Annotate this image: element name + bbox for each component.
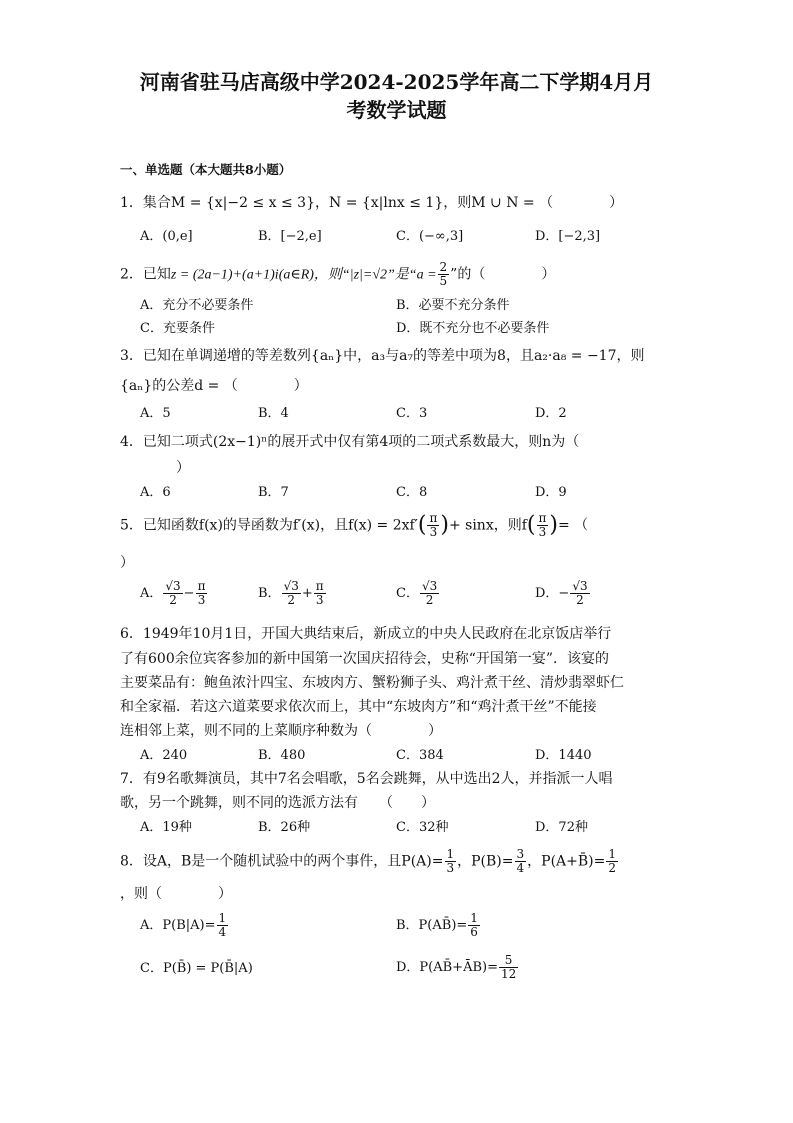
q8-b-num: 1 <box>470 911 478 925</box>
question-5-line2: ） <box>120 555 134 571</box>
q5-three-a: 3 <box>429 525 438 539</box>
q2-frac-num: 2 <box>439 260 448 274</box>
q8-d-num: 5 <box>499 954 518 968</box>
page-title-line1: 河南省驻马店高级中学2024-2025学年高二下学期4月月 <box>139 70 654 94</box>
q5-c-label: C． <box>396 586 419 601</box>
question-6-line5: 连相邻上菜，则不同的上菜顺序种数为（ ） <box>120 723 442 739</box>
q3-option-b: B．4 <box>258 406 289 421</box>
q5-a-den: 2 <box>169 593 177 607</box>
q2-stem-post: ”的（ ） <box>450 266 556 283</box>
q5-part-1: 5．已知函数f(x)的导函数为f′(x)，且f(x) = 2xf′ <box>120 517 418 534</box>
q5-a-three: 3 <box>197 593 206 607</box>
q8-a-frac <box>217 912 229 939</box>
q5-b-den: 2 <box>287 593 296 607</box>
q3-option-c: C．3 <box>396 406 428 421</box>
q5-paren-open-2: ( <box>526 512 536 538</box>
q5-a-label: A． <box>140 586 163 601</box>
q2-frac-den: 5 <box>439 274 448 288</box>
q5-option-c <box>396 580 440 607</box>
q7-option-c: C．32种 <box>396 820 449 835</box>
q8-b-frac <box>468 912 480 939</box>
q5-b-label: B． <box>258 586 281 601</box>
q1-option-c: C．(−∞,3] <box>396 229 464 244</box>
q5-d-frac <box>570 580 589 607</box>
q8-option-d <box>396 954 519 981</box>
q8-f2-den: 4 <box>516 861 525 875</box>
q5-pi-b: π <box>538 511 547 525</box>
q5-part-2: + sinx，则f <box>448 517 527 534</box>
question-4-line1: 4．已知二项式(2x−1)ⁿ的展开式中仅有第4项的二项式系数最大，则n为（ <box>120 434 580 450</box>
question-8-stem <box>120 848 619 875</box>
q8-frac-2 <box>515 848 527 875</box>
q5-part-3: = （ <box>557 517 589 534</box>
q7-option-b: B．26种 <box>258 820 311 835</box>
q8-option-c: C．P(B̄) = P(B̄|A) <box>140 961 253 976</box>
q6-option-c: C．384 <box>396 748 444 763</box>
q4-option-c: C．8 <box>396 485 428 500</box>
section-heading: 一、单选题（本大题共8小题） <box>120 162 292 177</box>
q8-a-den: 4 <box>218 925 227 939</box>
question-1-stem: 1．集合M = {x|−2 ≤ x ≤ 3}，N = {x|lnx ≤ 1}，则M ∪ N = （ ） <box>120 195 624 211</box>
q5-d-den: 2 <box>576 593 584 607</box>
q5-option-b <box>258 580 327 607</box>
question-8-line2: ，则（ ） <box>120 886 232 902</box>
q5-b-num: √3 <box>283 579 299 593</box>
q5-a-num: √3 <box>165 579 181 593</box>
q8-d-frac <box>499 954 518 981</box>
q5-a-frac1 <box>163 580 182 607</box>
q8-frac-3 <box>606 848 618 875</box>
q5-pi-over-3-a <box>427 512 439 539</box>
q2-stem-mid: z = (2a−1)+(a+1)i(a∈R)，则“|z|=√2”是“a = <box>170 267 437 283</box>
q4-option-d: D．9 <box>535 485 567 500</box>
q8-b-den: 6 <box>470 925 478 939</box>
question-3-line2: {aₙ}的公差d = （ ） <box>120 378 308 394</box>
question-4-line2: ） <box>176 460 190 476</box>
q8-option-a <box>140 912 229 939</box>
q5-d-num: √3 <box>572 579 588 593</box>
q8-f3-num: 1 <box>608 847 616 861</box>
q5-b-op: + <box>301 586 313 601</box>
page-title-line2: 考数学试题 <box>346 98 447 122</box>
question-6-line4: 和全家福．若这六道菜要求依次而上，其中“东坡肉方”和“鸡汁煮干丝”不能接 <box>120 699 597 715</box>
q1-option-d: D．[−2,3] <box>535 229 601 244</box>
q8-f1-den: 3 <box>446 861 455 875</box>
q5-paren-open-1: ( <box>417 512 427 538</box>
q8-a-label: A．P(B|A)= <box>140 918 216 933</box>
question-3-line1: 3．已知在单调递增的等差数列{aₙ}中，a₃与a₇的等差中项为8，且a₂·a₈ = −17，则 <box>120 348 645 364</box>
q8-f3-den: 2 <box>608 861 616 875</box>
q8-f2-num: 3 <box>516 847 525 861</box>
q8-f1-num: 1 <box>446 847 455 861</box>
q1-option-a: A．(0,e] <box>140 229 193 244</box>
q5-a-frac2 <box>196 580 208 607</box>
q7-option-a: A．19种 <box>140 820 192 835</box>
question-6-line3: 主要菜品有：鲍鱼浓汁四宝、东坡肉方、蟹粉狮子头、鸡汁煮干丝、清炒翡翠虾仁 <box>120 675 624 691</box>
q6-option-b: B．480 <box>258 748 306 763</box>
q8-b-label: B．P(AB̄)= <box>396 918 468 933</box>
q6-option-a: A．240 <box>140 748 188 763</box>
q5-c-frac <box>420 580 439 607</box>
q1-option-b: B．[−2,e] <box>258 229 322 244</box>
question-2-stem <box>120 261 555 288</box>
q5-paren-close-1: ) <box>440 512 449 538</box>
question-6-line1: 6．1949年10月1日，开国大典结束后，新成立的中央人民政府在北京饭店举行 <box>120 626 612 642</box>
q5-three-b: 3 <box>538 525 547 539</box>
q4-option-a: A．6 <box>140 485 171 500</box>
q2-option-a: A．充分不必要条件 <box>140 298 254 313</box>
q8-d-label: D．P(AB̄+ĀB)= <box>396 960 498 975</box>
q4-option-b: B．7 <box>258 485 289 500</box>
question-7-line1: 7．有9名歌舞演员，其中7名会唱歌，5名会跳舞，从中选出2人，并指派一人唱 <box>120 771 613 787</box>
q5-pi-a: π <box>429 511 438 525</box>
q8-part-3: ，P(A+B̄)= <box>527 853 606 870</box>
q8-a-num: 1 <box>218 911 227 925</box>
q5-a-op: − <box>183 586 195 601</box>
q5-a-pi: π <box>197 579 206 593</box>
q5-c-den: 2 <box>425 593 434 607</box>
q2-option-b: B．必要不充分条件 <box>396 298 510 313</box>
q5-d-label: D．− <box>535 586 570 601</box>
q7-option-d: D．72种 <box>535 820 588 835</box>
q5-c-num: √3 <box>421 579 438 593</box>
q3-option-d: D．2 <box>535 406 567 421</box>
question-5-stem <box>120 512 588 539</box>
q5-option-d <box>535 580 591 607</box>
q8-d-den: 12 <box>500 967 517 981</box>
q5-pi-over-3-b <box>537 512 549 539</box>
q8-part-2: ，P(B)= <box>457 853 514 870</box>
q2-stem-pre: 2．已知 <box>120 266 171 283</box>
q8-part-1: 8．设A，B是一个随机试验中的两个事件，且P(A)= <box>120 853 444 870</box>
question-7-line2: 歌，另一个跳舞，则不同的选派方法有 （ ） <box>120 795 435 811</box>
q5-b-frac2 <box>314 580 326 607</box>
q2-fraction <box>438 261 450 288</box>
q2-option-c: C．充要条件 <box>140 321 215 336</box>
q5-b-frac1 <box>282 580 301 607</box>
q5-option-a <box>140 580 208 607</box>
q5-b-pi: π <box>315 579 324 593</box>
question-6-line2: 了有600余位宾客参加的新中国第一次国庆招待会，史称“开国第一宴”．该宴的 <box>120 651 610 667</box>
q3-option-a: A．5 <box>140 406 171 421</box>
q5-paren-close-2: ) <box>549 512 558 538</box>
q8-frac-1 <box>445 848 457 875</box>
q6-option-d: D．1440 <box>535 748 592 763</box>
q5-b-three: 3 <box>315 593 324 607</box>
q2-option-d: D．既不充分也不必要条件 <box>396 321 550 336</box>
q8-option-b <box>396 912 481 939</box>
